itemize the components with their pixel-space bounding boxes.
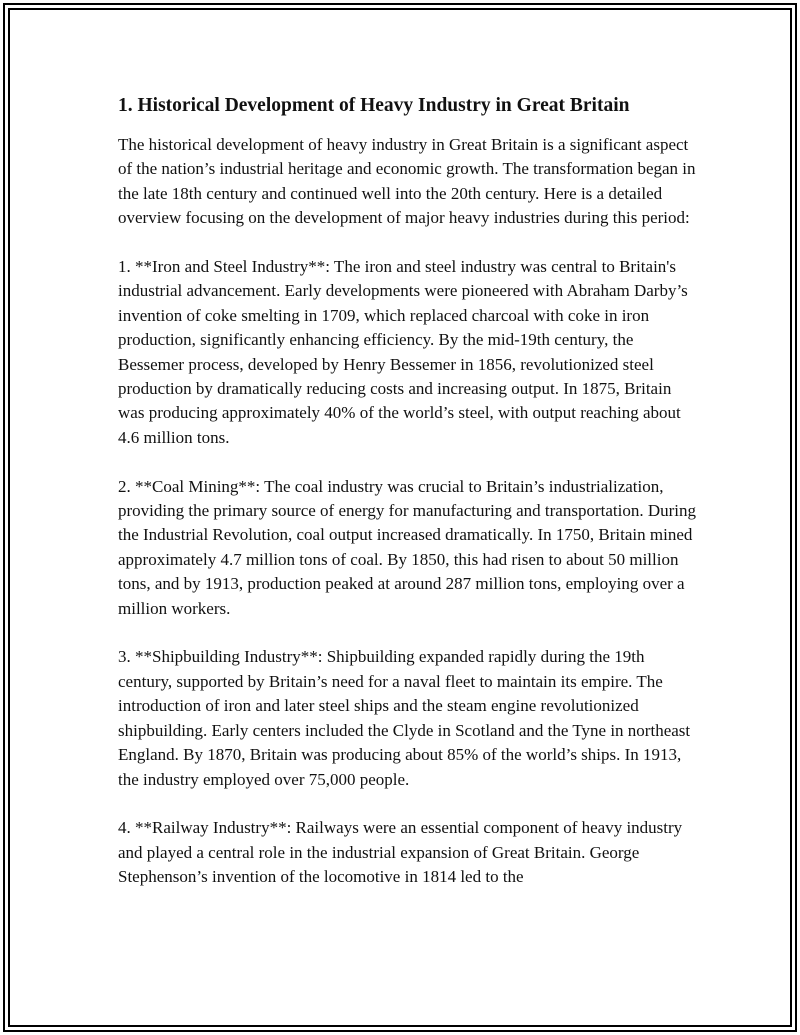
document-body <box>118 93 698 914</box>
coal-mining-paragraph: 2. **Coal Mining**: The coal industry was crucial to Britain’s industrialization, providing the primary source of energy for manufacturing and transportation. During the Industrial Revolution, coal output increased dramatically. In 1750, Britain mined approximately 4.7 million tons of coal. By 1850, this had risen to about 50 million tons, and by 1913, production peaked at around 287 million tons, employing over a million workers. <box>118 476 696 618</box>
shipbuilding-paragraph: 3. **Shipbuilding Industry**: Shipbuilding expanded rapidly during the 19th century, supported by Britain’s need for a naval fleet to maintain its empire. The introduction of iron and later steel ships and the steam engine revolutionized shipbuilding. Early centers included the Clyde in Scotland and the Tyne in northeast England. By 1870, Britain was producing about 85% of the world’s ships. In 1913, the industry employed over 75,000 people. <box>118 647 691 789</box>
intro-paragraph: The historical development of heavy industry in Great Britain is a significant aspect of the nation’s industrial heritage and economic growth. The transformation began in the late 18th century and continued well into the 20th century. Here is a detailed overview focusing on the development of major heavy industries during this period: <box>118 135 696 228</box>
railway-paragraph: 4. **Railway Industry**: Railways were an essential component of heavy industry and played a central role in the industrial expansion of Great Britain. George Stephenson’s invention of the locomotive in 1814 led to the <box>118 818 683 887</box>
document-title: 1. Historical Development of Heavy Industry in Great Britain <box>118 95 630 116</box>
iron-steel-paragraph: 1. **Iron and Steel Industry**: The iron and steel industry was central to Britain's industrial advancement. Early developments were pioneered with Abraham Darby’s invention of coke smelting in 1709, which replaced charcoal with coke in iron production, significantly enhancing efficiency. By the mid-19th century, the Bessemer process, developed by Henry Bessemer in 1856, revolutionized steel production by dramatically reducing costs and increasing output. In 1875, Britain was producing approximately 40% of the world’s steel, with output reaching about 4.6 million tons. <box>118 257 688 447</box>
